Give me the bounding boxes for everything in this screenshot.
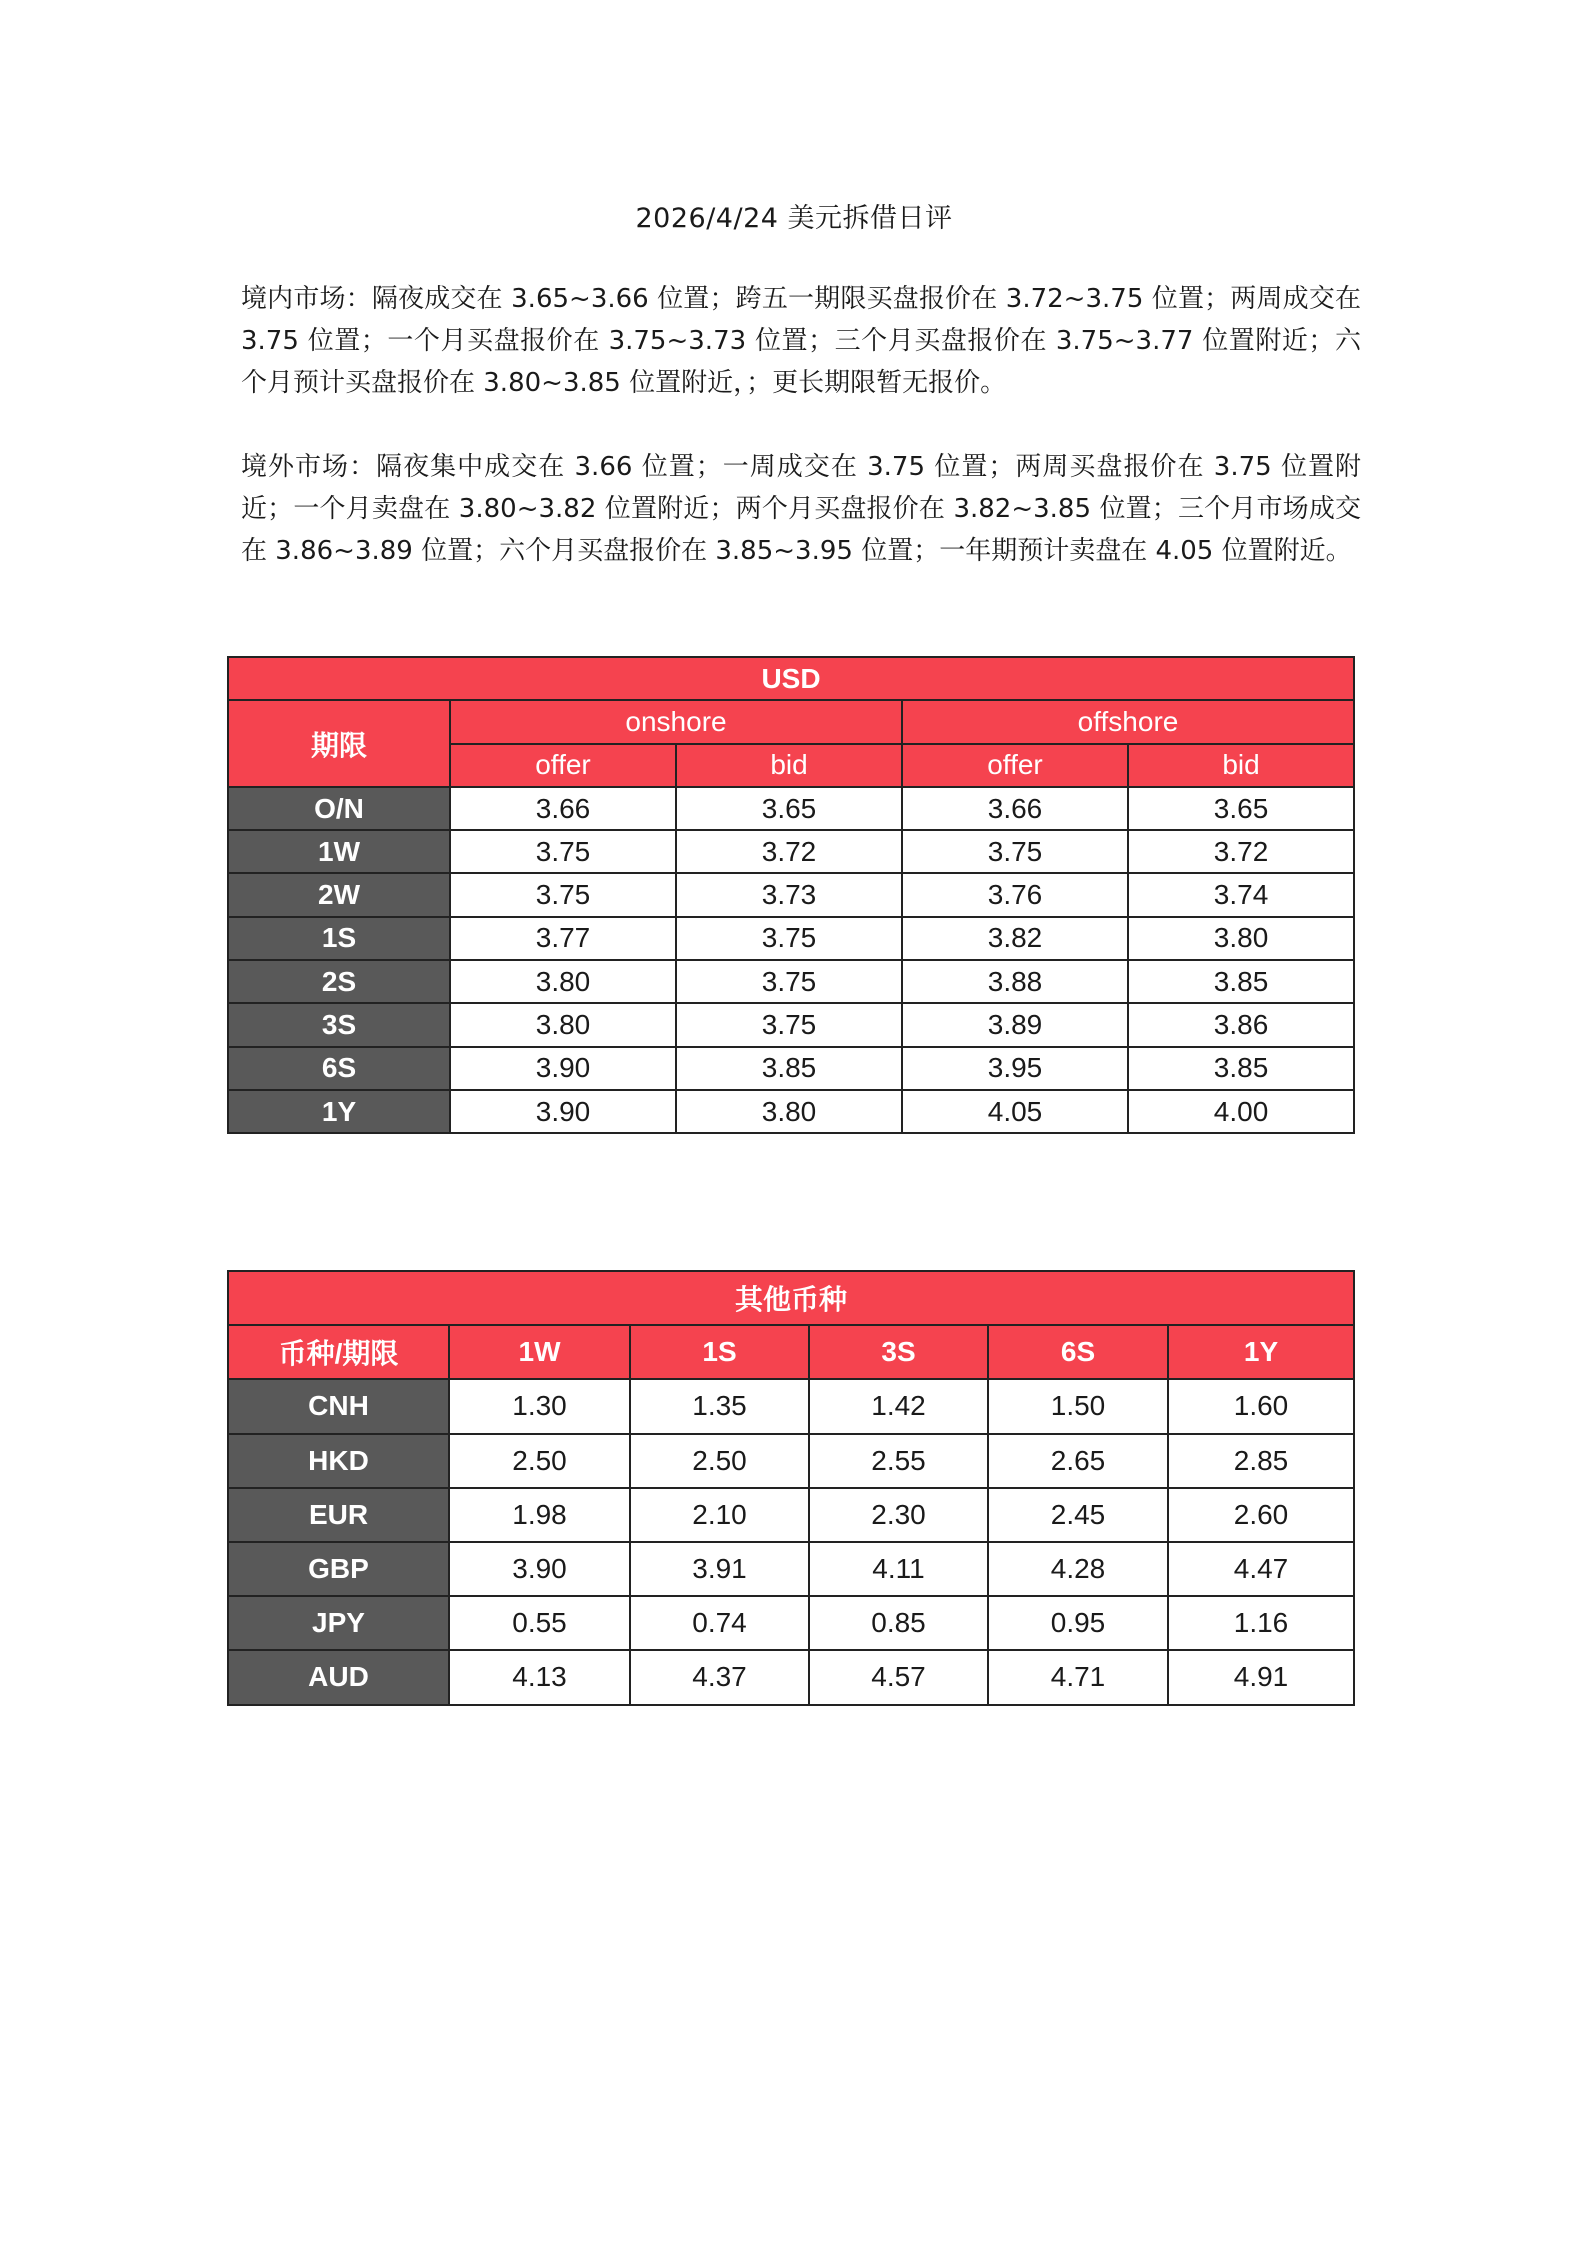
- onshore-bid-cell: 3.75: [676, 1003, 902, 1046]
- onshore-bid-cell: 3.65: [676, 787, 902, 830]
- page-title: 2026/4/24 美元拆借日评: [635, 203, 953, 234]
- table-row: [228, 960, 1354, 1003]
- offshore-market-commentary: 境外市场：隔夜集中成交在 3.66 位置；一周成交在 3.75 位置；两周买盘报价在 3.75 位置附近；一个月卖盘在 3.80~3.82 位置附近；两个月买盘报价在 3.82~3.85 位置；三个月市场成交在 3.86~3.89 位置；六个月买盘报价在 3.85~3.95 位置；一年期预计卖盘在 4.05 位置附近。: [241, 452, 1361, 566]
- offshore-offer-cell: 3.66: [902, 787, 1128, 830]
- column-header-1s: 1S: [630, 1325, 809, 1379]
- table-row: [228, 1542, 1354, 1596]
- rate-cell: 3.91: [630, 1542, 809, 1596]
- rate-cell: 2.45: [988, 1488, 1168, 1542]
- onshore-market-commentary: 境内市场：隔夜成交在 3.65~3.66 位置；跨五一期限买盘报价在 3.72~3.75 位置；两周成交在 3.75 位置；一个月买盘报价在 3.75~3.73 位置；三个月买盘报价在 3.75~3.77 位置附近；六个月预计买盘报价在 3.80~3.85 位置附近，；更长期限暂无报价。: [241, 284, 1361, 398]
- offshore-offer-cell: 3.95: [902, 1047, 1128, 1090]
- onshore-header: onshore: [450, 700, 902, 743]
- offshore-bid-cell: 3.74: [1128, 873, 1354, 916]
- table-row: [228, 1379, 1354, 1433]
- table-row: [228, 787, 1354, 830]
- tenor-cell: 3S: [228, 1003, 450, 1046]
- offshore-bid-cell: 3.85: [1128, 960, 1354, 1003]
- rate-cell: 4.47: [1168, 1542, 1354, 1596]
- tenor-cell: 1W: [228, 830, 450, 873]
- rate-cell: 4.11: [809, 1542, 988, 1596]
- onshore-bid-cell: 3.85: [676, 1047, 902, 1090]
- rate-cell: 4.13: [449, 1650, 630, 1704]
- rate-cell: 0.55: [449, 1596, 630, 1650]
- rate-cell: 3.90: [449, 1542, 630, 1596]
- table-row: [228, 873, 1354, 916]
- onshore-bid-cell: 3.73: [676, 873, 902, 916]
- offshore-offer-cell: 3.88: [902, 960, 1128, 1003]
- column-header-1y: 1Y: [1168, 1325, 1354, 1379]
- rate-cell: 2.55: [809, 1434, 988, 1488]
- table-row: [228, 830, 1354, 873]
- offshore-bid-cell: 3.85: [1128, 1047, 1354, 1090]
- rate-cell: 1.50: [988, 1379, 1168, 1433]
- onshore-offer-cell: 3.90: [450, 1047, 676, 1090]
- tenor-cell: 1Y: [228, 1090, 450, 1133]
- other-currencies-table: [227, 1270, 1355, 1706]
- table-row: [228, 1003, 1354, 1046]
- rate-cell: 1.42: [809, 1379, 988, 1433]
- offshore-offer-header: offer: [902, 744, 1128, 787]
- usd-table-title: USD: [228, 657, 1354, 700]
- rate-cell: 1.60: [1168, 1379, 1354, 1433]
- rate-cell: 1.30: [449, 1379, 630, 1433]
- offshore-offer-cell: 3.89: [902, 1003, 1128, 1046]
- onshore-offer-cell: 3.75: [450, 873, 676, 916]
- table-row: [228, 1434, 1354, 1488]
- currency-cell: CNH: [228, 1379, 449, 1433]
- offshore-bid-cell: 3.65: [1128, 787, 1354, 830]
- other-header-row: [228, 1325, 1354, 1379]
- onshore-bid-cell: 3.72: [676, 830, 902, 873]
- onshore-bid-cell: 3.75: [676, 917, 902, 960]
- other-table-title: 其他币种: [228, 1271, 1354, 1325]
- rate-cell: 4.28: [988, 1542, 1168, 1596]
- offshore-offer-cell: 3.82: [902, 917, 1128, 960]
- table-row: [228, 1596, 1354, 1650]
- onshore-bid-header: bid: [676, 744, 902, 787]
- rate-cell: 1.35: [630, 1379, 809, 1433]
- table-row: [228, 1488, 1354, 1542]
- offshore-bid-cell: 3.72: [1128, 830, 1354, 873]
- rate-cell: 0.85: [809, 1596, 988, 1650]
- rate-cell: 4.37: [630, 1650, 809, 1704]
- onshore-bid-cell: 3.75: [676, 960, 902, 1003]
- currency-cell: AUD: [228, 1650, 449, 1704]
- rate-cell: 2.10: [630, 1488, 809, 1542]
- table-row: [228, 1047, 1354, 1090]
- rate-cell: 2.50: [630, 1434, 809, 1488]
- tenor-cell: O/N: [228, 787, 450, 830]
- onshore-offer-cell: 3.90: [450, 1090, 676, 1133]
- currency-cell: EUR: [228, 1488, 449, 1542]
- onshore-offer-header: offer: [450, 744, 676, 787]
- tenor-cell: 1S: [228, 917, 450, 960]
- rate-cell: 2.85: [1168, 1434, 1354, 1488]
- onshore-offer-cell: 3.80: [450, 960, 676, 1003]
- rate-cell: 2.50: [449, 1434, 630, 1488]
- other-title-row: [228, 1271, 1354, 1325]
- onshore-offer-cell: 3.75: [450, 830, 676, 873]
- onshore-bid-cell: 3.80: [676, 1090, 902, 1133]
- currency-cell: HKD: [228, 1434, 449, 1488]
- tenor-cell: 6S: [228, 1047, 450, 1090]
- onshore-offer-cell: 3.77: [450, 917, 676, 960]
- offshore-offer-cell: 3.76: [902, 873, 1128, 916]
- column-header-6s: 6S: [988, 1325, 1168, 1379]
- rate-cell: 2.30: [809, 1488, 988, 1542]
- offshore-bid-header: bid: [1128, 744, 1354, 787]
- offshore-bid-cell: 3.80: [1128, 917, 1354, 960]
- rate-cell: 1.16: [1168, 1596, 1354, 1650]
- rate-cell: 0.74: [630, 1596, 809, 1650]
- usd-rates-table: [227, 656, 1355, 1134]
- offshore-offer-cell: 4.05: [902, 1090, 1128, 1133]
- tenor-cell: 2S: [228, 960, 450, 1003]
- rate-cell: 1.98: [449, 1488, 630, 1542]
- currency-cell: JPY: [228, 1596, 449, 1650]
- rate-cell: 2.65: [988, 1434, 1168, 1488]
- tenor-cell: 2W: [228, 873, 450, 916]
- rate-cell: 4.71: [988, 1650, 1168, 1704]
- rate-cell: 4.91: [1168, 1650, 1354, 1704]
- usd-title-row: [228, 657, 1354, 700]
- table-row: [228, 917, 1354, 960]
- onshore-offer-cell: 3.66: [450, 787, 676, 830]
- tenor-header: 期限: [228, 700, 450, 787]
- offshore-header: offshore: [902, 700, 1354, 743]
- onshore-offer-cell: 3.80: [450, 1003, 676, 1046]
- rate-cell: 0.95: [988, 1596, 1168, 1650]
- column-header-3s: 3S: [809, 1325, 988, 1379]
- usd-group-header-row: [228, 700, 1354, 743]
- rate-cell: 2.60: [1168, 1488, 1354, 1542]
- offshore-bid-cell: 3.86: [1128, 1003, 1354, 1046]
- offshore-bid-cell: 4.00: [1128, 1090, 1354, 1133]
- column-header-1w: 1W: [449, 1325, 630, 1379]
- offshore-offer-cell: 3.75: [902, 830, 1128, 873]
- currency-cell: GBP: [228, 1542, 449, 1596]
- currency-tenor-header: 币种/期限: [228, 1325, 449, 1379]
- rate-cell: 4.57: [809, 1650, 988, 1704]
- table-row: [228, 1090, 1354, 1133]
- table-row: [228, 1650, 1354, 1704]
